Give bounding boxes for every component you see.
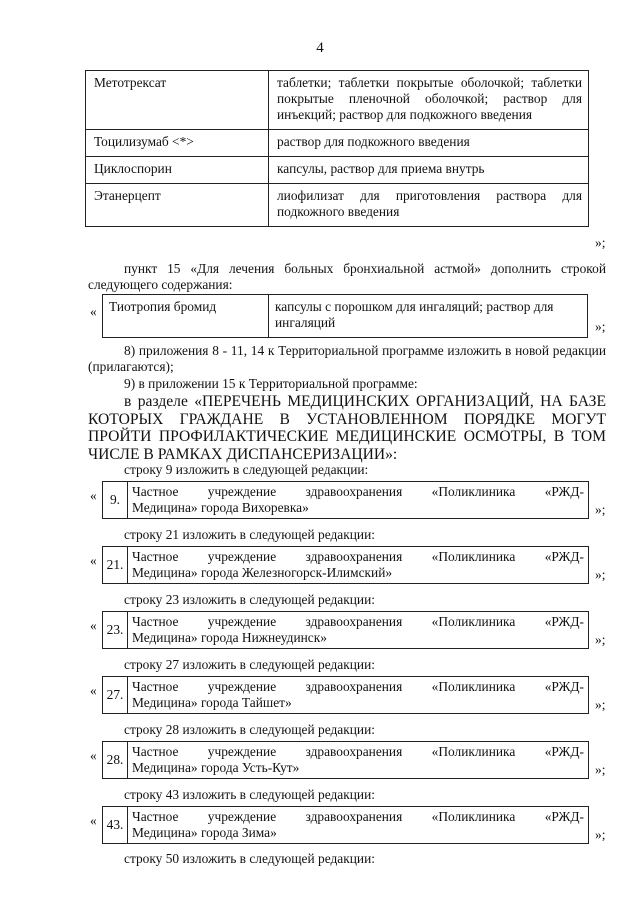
entry-number: 28. [103, 742, 128, 778]
drug-name: Этанерцепт [86, 184, 269, 227]
entry-row [102, 481, 589, 519]
last-instruction: строку 50 изложить в следующей редакции: [124, 851, 375, 866]
entry-word: «РЖД- [544, 679, 584, 694]
entry-text [132, 484, 584, 516]
entry-word: «Поликлиника [431, 679, 516, 694]
entry-instruction: строку 27 изложить в следующей редакции: [124, 657, 375, 672]
entry-text [132, 549, 584, 581]
entry-line-1 [132, 809, 584, 825]
drug-form: капсулы, раствор для приема внутрь [269, 157, 589, 184]
entry-word: «Поликлиника [431, 549, 516, 564]
entry-row [102, 741, 589, 779]
entry-word: Частное [132, 484, 179, 499]
entry-text [132, 679, 584, 711]
closing-quote: »; [595, 235, 606, 250]
entry-line-1 [132, 614, 584, 630]
drug-form: капсулы с порошком для ингаляций; раствор для ингаляций [269, 295, 588, 338]
drug-table [85, 70, 589, 227]
entry-line-2: Медицина» города Зима» [132, 825, 277, 840]
drug-name: Циклоспорин [86, 157, 269, 184]
table-row [86, 71, 589, 130]
drug-name: Тиотропия бромид [103, 295, 269, 338]
entry-text [132, 614, 584, 646]
entry-word: Частное [132, 549, 179, 564]
entry-word: здравоохранения [305, 809, 403, 824]
entry-word: учреждение [207, 809, 277, 824]
entry-line-2: Медицина» города Усть-Кут» [132, 760, 300, 775]
drug-form: таблетки; таблетки покрытые оболочкой; таблетки покрытые пленочной оболочкой; раствор для инъекций; раствор для подкожного введения [269, 71, 589, 130]
entry-instruction: строку 21 изложить в следующей редакции: [124, 527, 375, 542]
entry-word: «РЖД- [544, 549, 584, 564]
page-number: 4 [316, 40, 324, 56]
entry-word: здравоохранения [305, 614, 403, 629]
entry-instruction: строку 28 изложить в следующей редакции: [124, 722, 375, 737]
entry-line-2: Медицина» города Нижнеудинск» [132, 630, 327, 645]
closing-quote: »; [595, 502, 606, 517]
entry-word: учреждение [207, 484, 277, 499]
item15-paragraph: пункт 15 «Для лечения больных бронхиальной астмой» дополнить строкой следующего содержания: [88, 261, 606, 292]
entry-word: учреждение [207, 614, 277, 629]
entry-word: здравоохранения [305, 484, 403, 499]
entry-line-2: Медицина» города Тайшет» [132, 695, 292, 710]
table-row [86, 130, 589, 157]
entry-line-1 [132, 549, 584, 565]
entry-word: учреждение [207, 549, 277, 564]
entry-word: здравоохранения [305, 679, 403, 694]
entry-word: Частное [132, 614, 179, 629]
entry-word: «Поликлиника [431, 809, 516, 824]
entry-instruction: строку 43 изложить в следующей редакции: [124, 787, 375, 802]
entry-word: здравоохранения [305, 744, 403, 759]
entry-number: 27. [103, 677, 128, 713]
opening-quote: « [90, 748, 97, 763]
entry-word: «РЖД- [544, 614, 584, 629]
closing-quote: »; [595, 697, 606, 712]
item8-paragraph: 8) приложения 8 - 11, 14 к Территориальной программе изложить в новой редакции (прилагаются); [88, 343, 606, 374]
entry-word: «РЖД- [544, 744, 584, 759]
entry-row [102, 611, 589, 649]
table-row [103, 295, 588, 338]
entry-number: 23. [103, 612, 128, 648]
entry-row [102, 546, 589, 584]
closing-quote: »; [595, 827, 606, 842]
entry-instruction: строку 23 изложить в следующей редакции: [124, 592, 375, 607]
opening-quote: « [90, 304, 97, 319]
entry-number: 9. [103, 482, 128, 518]
entry-word: «Поликлиника [431, 484, 516, 499]
entry-text [132, 809, 584, 841]
drug-form: лиофилизат для приготовления раствора для подкожного введения [269, 184, 589, 227]
closing-quote: »; [595, 762, 606, 777]
opening-quote: « [90, 683, 97, 698]
opening-quote: « [90, 553, 97, 568]
entry-word: учреждение [207, 679, 277, 694]
entry-word: Частное [132, 679, 179, 694]
entry-word: здравоохранения [305, 549, 403, 564]
section-heading: в разделе «ПЕРЕЧЕНЬ МЕДИЦИНСКИХ ОРГАНИЗАЦИЙ, НА БАЗЕ КОТОРЫХ ГРАЖДАНЕ В УСТАНОВЛЕННОМ ПОРЯДКЕ МОГУТ ПРОЙТИ ПРОФИЛАКТИЧЕСКИЕ МЕДИЦИНСКИЕ ОСМОТРЫ, В ТОМ ЧИСЛЕ В РАМКАХ ДИСПАНСЕРИЗАЦИИ»: [88, 393, 606, 463]
entry-word: Частное [132, 809, 179, 824]
entry-instruction: строку 9 изложить в следующей редакции: [124, 462, 369, 477]
table-row [86, 184, 589, 227]
drug-name: Метотрексат [86, 71, 269, 130]
entry-line-1 [132, 484, 584, 500]
opening-quote: « [90, 488, 97, 503]
entry-text [132, 744, 584, 776]
entry-word: «РЖД- [544, 809, 584, 824]
entry-number: 43. [103, 807, 128, 843]
closing-quote: »; [595, 319, 606, 334]
entry-number: 21. [103, 547, 128, 583]
closing-quote: »; [595, 567, 606, 582]
entry-line-1 [132, 744, 584, 760]
entry-line-2: Медицина» города Вихоревка» [132, 500, 309, 515]
entry-word: «РЖД- [544, 484, 584, 499]
item9-paragraph: 9) в приложении 15 к Территориальной программе: [124, 376, 418, 391]
table-row [86, 157, 589, 184]
entry-word: учреждение [207, 744, 277, 759]
entry-line-1 [132, 679, 584, 695]
drug-form: раствор для подкожного введения [269, 130, 589, 157]
entry-word: «Поликлиника [431, 744, 516, 759]
opening-quote: « [90, 813, 97, 828]
entry-line-2: Медицина» города Железногорск-Илимский» [132, 565, 393, 580]
entry-row [102, 806, 589, 844]
closing-quote: »; [595, 632, 606, 647]
drug-name: Тоцилизумаб <*> [86, 130, 269, 157]
opening-quote: « [90, 618, 97, 633]
drug-table-addition [102, 294, 588, 338]
entry-word: Частное [132, 744, 179, 759]
entry-row [102, 676, 589, 714]
entry-word: «Поликлиника [431, 614, 516, 629]
